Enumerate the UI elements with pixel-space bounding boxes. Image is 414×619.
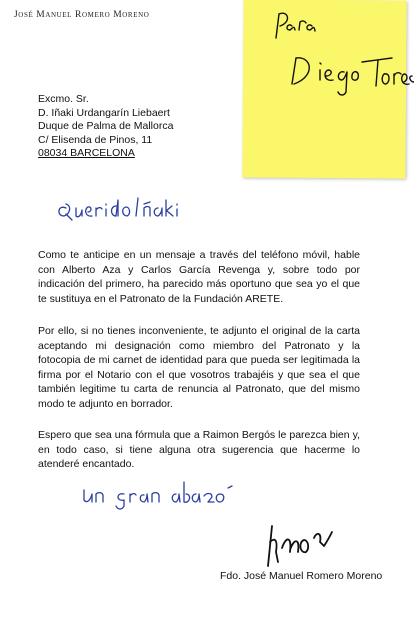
address-line-4: C/ Elisenda de Pinos, 11 — [38, 133, 153, 146]
letterhead: José Manuel Romero Moreno — [14, 10, 150, 20]
paragraph-2: Por ello, si no tienes inconveniente, te adjunto el original de la carta aceptando mi designación como miembro del Patronato y la fotocopia de mi carnet de identidad para que pueda ser legitimada la firma por el Notario con el que vosotros trabajéis y que sea el que también legitime tu carta de renuncia al Patronato, que del mismo modo te adjunto en borrador. — [38, 325, 360, 410]
paragraph-3: Espero que sea una fórmula que a Raimon Bergós le parezca bien y, en todo caso, si tiene alguna otra sugerencia que hacerme lo atenderé encantado. — [38, 429, 360, 470]
typed-signature: Fdo. José Manuel Romero Moreno — [220, 570, 383, 582]
address-line-3: Duque de Palma de Mallorca — [38, 120, 174, 132]
address-line-2: D. Iñaki Urdangarín Liebaert — [38, 106, 170, 119]
address-line-1: Excmo. Sr. — [38, 93, 89, 105]
address-line-5: 08034 BARCELONA — [38, 147, 135, 159]
paragraph-1: Como te anticipe en un mensaje a través del teléfono móvil, hable con Alberto Aza y Carlos García Revenga y, sobre todo por indicación del primero, ha parecido más oportuno que sea yo el que te sustituya en el Patronato de la Fundación ARETE. — [38, 249, 360, 305]
